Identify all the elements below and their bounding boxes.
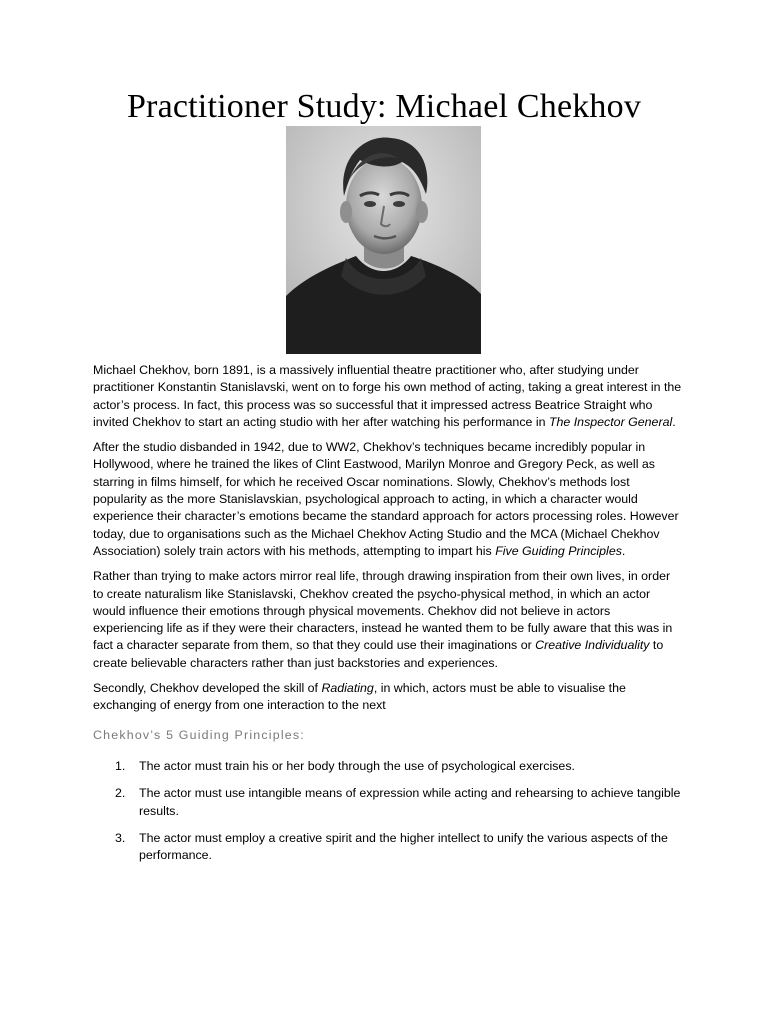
list-item-text: The actor must train his or her body through the use of psychological exercises.: [139, 758, 575, 773]
list-item-text: The actor must use intangible means of expression while acting and rehearsing to achieve tangible results.: [139, 786, 681, 818]
paragraph-psycho-physical-end: to create believable characters rather than just backstories and experiences.: [93, 638, 664, 670]
principles-heading: Chekhov’s 5 Guiding Principles:: [93, 727, 305, 742]
list-item-text: The actor must employ a creative spirit and the higher intellect to unify the various aspects of the performance.: [139, 830, 668, 863]
paragraph-psycho-physical-text: Rather than trying to make actors mirror real life, through drawing inspiration from their own lives, in order to create naturalism like Stanislavski, Chekhov created the psycho-physical method, in which an actor would influence their emotions through physical movements. Chekhov did not believe in actors experiencing life as if they were their characters, instead he wanted them to be fully aware that this was in fact a character separate from them, so that they could use their imaginations or: [93, 569, 673, 653]
list-item: [93, 830, 683, 865]
list-item: [93, 785, 683, 820]
radiating-term: Radiating: [321, 681, 374, 696]
creative-individuality-term: Creative Individuality: [535, 638, 650, 653]
paragraph-hollywood: [93, 439, 683, 560]
paragraph-intro: [93, 362, 683, 431]
paragraph-hollywood-end: .: [621, 543, 626, 558]
page-title: Practitioner Study: Michael Chekhov: [126, 88, 642, 125]
list-item: [93, 758, 683, 775]
five-guiding-principles-term: Five Guiding Principles: [495, 543, 622, 558]
paragraph-radiating-text: Secondly, Chekhov developed the skill of: [93, 681, 322, 696]
paragraph-psycho-physical: [93, 568, 683, 672]
portrait-photo: [286, 126, 481, 354]
paragraph-intro-text: Michael Chekhov, born 1891, is a massively influential theatre practitioner who, after studying under practitioner Konstantin Stanislavski, went on to forge his own method of acting, taking a great interest in the actor’s process. In fact, this process was so successful that it impressed actress Beatrice Straight who invited Chekhov to start an acting studio with her after watching his performance in: [93, 363, 682, 429]
list-item-number: 2.: [115, 786, 126, 801]
paragraph-intro-end: .: [672, 414, 676, 429]
inspector-general-title: The Inspector General: [548, 414, 673, 429]
paragraph-radiating-end: , in which, actors must be able to visualise the exchanging of energy from one interaction to the next: [93, 681, 626, 713]
document-body: [93, 362, 683, 874]
principles-list: [93, 758, 683, 864]
paragraph-radiating: [93, 680, 683, 715]
paragraph-hollywood-text: After the studio disbanded in 1942, due to WW2, Chekhov’s techniques became incredibly popular in Hollywood, where he trained the likes of Clint Eastwood, Marilyn Monroe and Gregory Peck, as well as starring in films himself, for which he received Oscar nominations. Slowly, Chekhov’s methods lost popularity as the more Stanislavskian, psychological approach to acting, in which a character would experience their character’s emotions became the standard approach for actors processing roles. However today, due to organisations such as the Michael Chekhov Acting Studio and the MCA (Michael Chekhov Association) solely train actors with his methods, attempting to impart his: [93, 440, 679, 558]
list-item-number: 1.: [115, 758, 126, 773]
list-item-number: 3.: [115, 830, 126, 845]
